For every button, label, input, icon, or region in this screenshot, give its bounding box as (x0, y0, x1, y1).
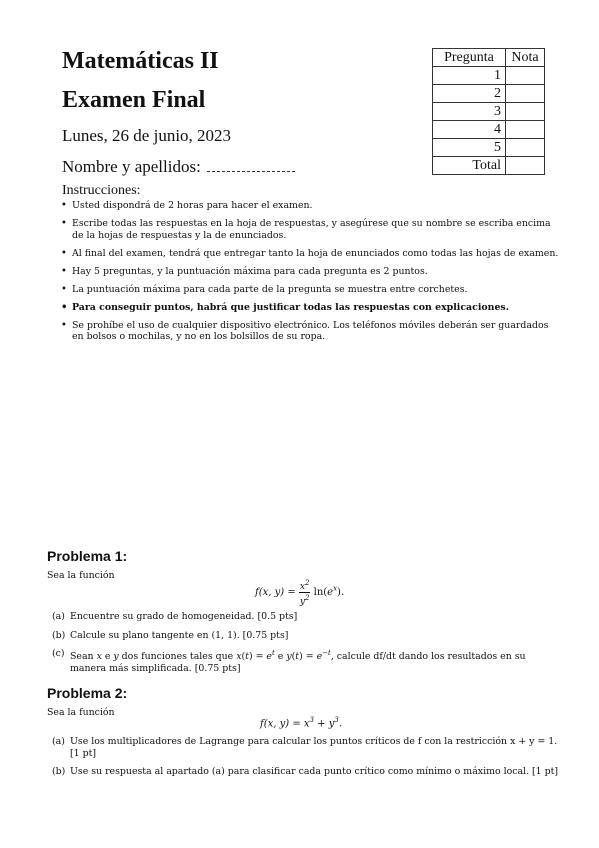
grade-cell (506, 121, 545, 139)
instruction-item-bold: • Para conseguir puntos, habrá que justificar todas las respuestas con explicaciones. (60, 302, 560, 314)
problem2-part-a: (a) Use los multiplicadores de Lagrange para calcular los puntos críticos de f con la restricción x + y = 1. [1 pt] (52, 736, 558, 759)
problem2-title: Problema 2: (47, 685, 128, 701)
instructions-list (60, 200, 560, 349)
name-blank (207, 170, 295, 172)
instruction-item: • Usted dispondrá de 2 horas para hacer el examen. (60, 200, 560, 212)
problem1-formula: f(x, y) = $\frac{x^2}{y^2}$ $\ln(e^x)$. (255, 579, 345, 607)
exam-subtitle: Examen Final (62, 87, 206, 113)
grade-col-pregunta: Pregunta (433, 49, 506, 67)
grade-row-label: 4 (433, 121, 506, 139)
problem2-formula: f(x, $y) = x^3 + y^3$. (260, 716, 343, 730)
grade-cell (506, 85, 545, 103)
problem1-parts (52, 611, 562, 681)
problem1-part-b: (b) Calcule su plano tangente en (1, 1). [0.75 pts] (52, 629, 289, 641)
grade-cell (506, 157, 545, 175)
name-label: Nombre y apellidos: (62, 157, 201, 176)
problem2-part-b: (b) Use su respuesta al apartado (a) para clasificar cada punto crítico como mínimo o máximo local. [1 pt] (52, 766, 559, 777)
problem2-intro: Sea la función (47, 707, 115, 718)
problem1-part-c: (c) Sean x e y dos funciones tales que $x(t) = e^t$ e $y(t) = e^{-t}$, calcule df/dt dando los resultados en su manera más simplificada. [0.75 pts] (52, 648, 526, 674)
exam-title: Matemáticas II (62, 48, 219, 74)
instruction-item: • Escribe todas las respuestas en la hoja de respuestas, y asegúrese que su nombre se escriba encima de la hojas de respuestas y la de enunciados. (60, 218, 560, 241)
grade-col-nota: Nota (506, 49, 545, 67)
grade-row-label: 5 (433, 139, 506, 157)
instruction-item: • Hay 5 preguntas, y la puntuación máxima para cada pregunta es 2 puntos. (60, 266, 560, 278)
instruction-item: • La puntuación máxima para cada parte de la pregunta se muestra entre corchetes. (60, 284, 560, 296)
problem1-title: Problema 1: (47, 548, 128, 564)
instruction-item: • Al final del examen, tendrá que entregar tanto la hoja de enunciados como todas las hojas de examen. (60, 248, 560, 260)
grade-cell (506, 67, 545, 85)
problem1-part-a: (a) Encuentre su grado de homogeneidad. [0.5 pts] (52, 611, 298, 622)
grade-cell (506, 103, 545, 121)
grade-row-label: 2 (433, 85, 506, 103)
grade-row-label: 1 (433, 67, 506, 85)
instructions-heading: Instrucciones: (62, 183, 141, 198)
grade-row-total: Total (433, 157, 506, 175)
name-line (62, 157, 295, 177)
grade-cell (506, 139, 545, 157)
problem1-intro: Sea la función (47, 570, 115, 581)
instruction-item: • Se prohíbe el uso de cualquier dispositivo electrónico. Los teléfonos móviles deberán ser guardados en bolsos o mochilas, y no en los bolsillos de su ropa. (60, 320, 560, 343)
problem2-parts (52, 736, 562, 785)
grade-table (432, 48, 545, 175)
grade-row-label: 3 (433, 103, 506, 121)
exam-date: Lunes, 26 de junio, 2023 (62, 126, 232, 145)
